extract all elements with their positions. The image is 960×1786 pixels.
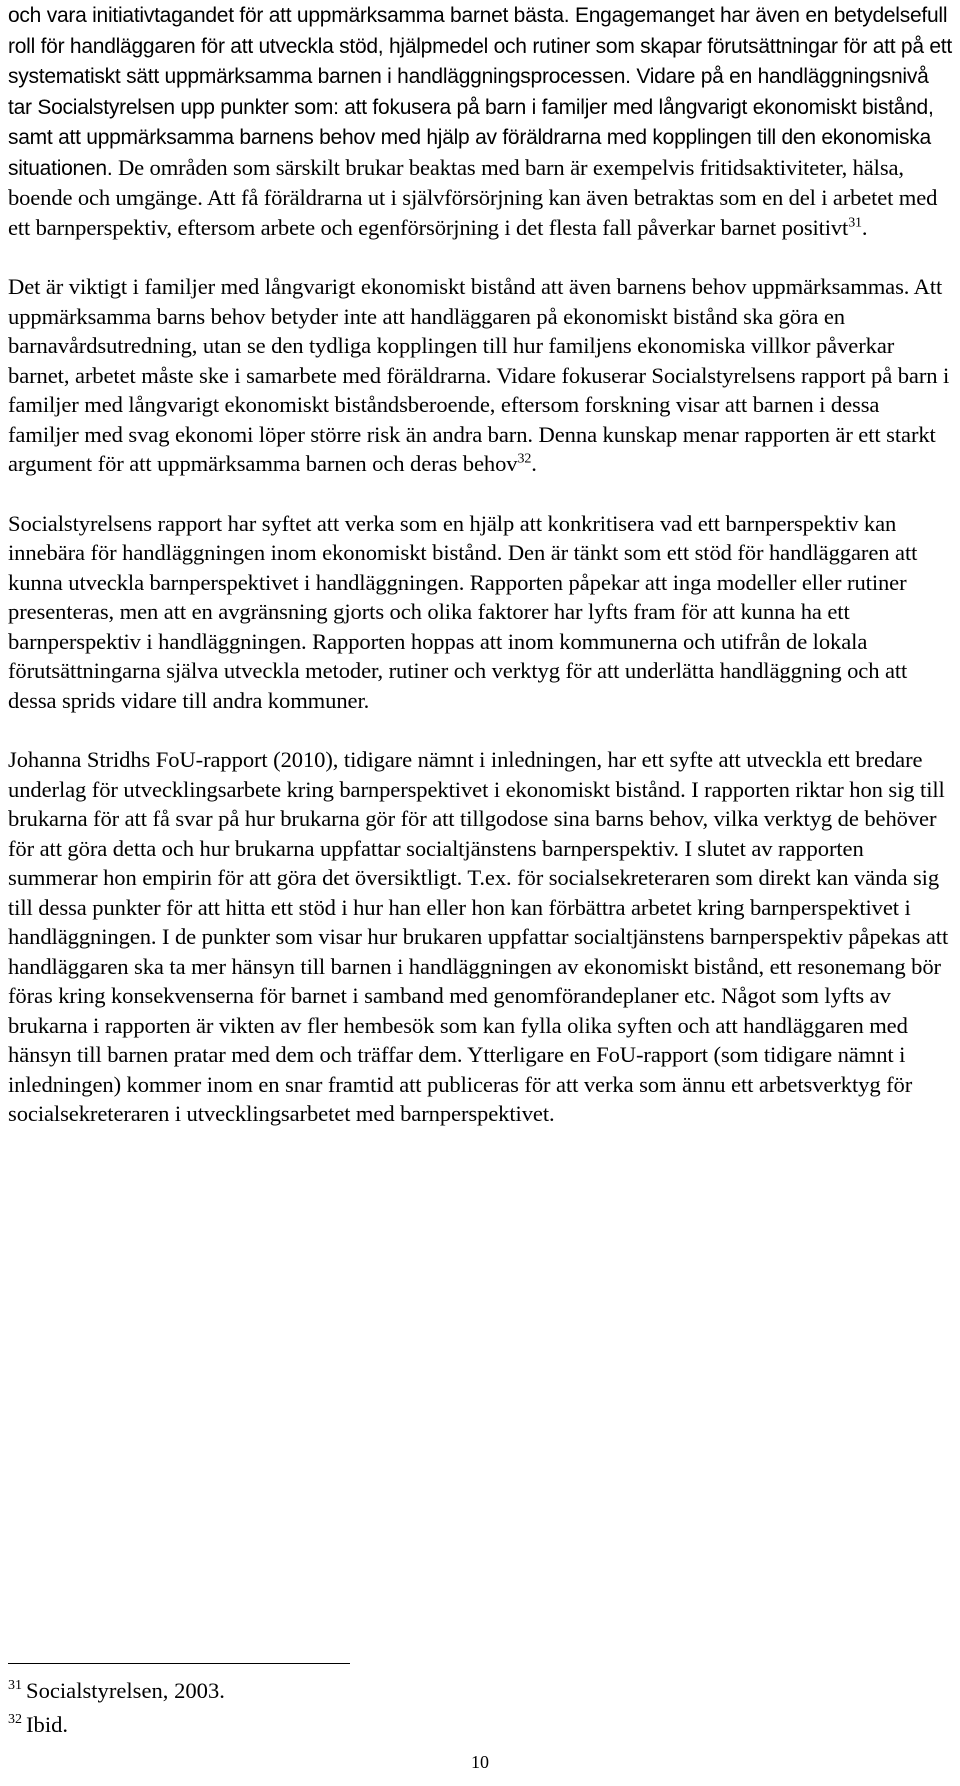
paragraph-1-segment-1: och vara initiativtagandet för att uppmärksamma barnet bästa. Engagemanget har även en betydelsefull roll för handläggaren för att utveckla stöd, hjälpmedel och rutiner som skapar förutsättningar för att på ett systematiskt sätt uppmärksamma barnen i handläggningsprocessen. Vidare på en handläggningsnivå tar Socialstyrelsen upp punkter som: att fokusera på barn i familjer med långvarigt ekonomiskt bistånd, samt att uppmärksamma barnens behov med hjälp av föräldrarna med kopplingen till den ekonomiska situationen. xyxy=(8,4,952,180)
paragraph-4: Johanna Stridhs FoU-rapport (2010), tidigare nämnt i inledningen, har ett syfte att utveckla ett bredare underlag för utvecklingsarbete kring barnperspektivet i ekonomiskt bistånd. I rapporten riktar hon sig till brukarna för att få svar på hur brukarna gör för att tillgodose sina barns behov, vilka verktyg de behöver för att göra detta och hur brukarna uppfattar socialtjänstens barnperspektiv. I slutet av rapporten summerar hon empirin för att göra det översiktligt. T.ex. för socialsekreteraren som direkt kan vända sig till dessa punkter för att hitta ett stöd i hur han eller hon kan förbättra arbetet kring barnperspektivet i handläggningen. I de punkter som visar hur brukaren uppfattar socialtjänstens barnperspektiv påpekas att handläggaren ska ta mer hänsyn till barnen i handläggningen av ekonomiskt bistånd, ett resonemang bör föras kring konsekvenserna för barnet i samband med genomförandeplaner etc. Något som lyfts av brukarna i rapporten är vikten av fler hembesök som kan fylla olika syften och att handläggaren med hänsyn till barnen pratar med dem och träffar dem. Ytterligare en FoU-rapport (som tidigare nämnt i inledningen) kommer inom en snar framtid att publiceras för att verka som ännu ett arbetsverktyg för socialsekreteraren i utvecklingsarbetet med barnperspektivet. xyxy=(8,747,949,1126)
footnote-ref-31[interactable]: 31 xyxy=(848,214,862,230)
footnote-number: 32 xyxy=(8,1712,22,1728)
footnote-31 xyxy=(8,1674,225,1708)
footnote-text: Ibid. xyxy=(26,1712,69,1737)
footnote-text: Socialstyrelsen, 2003. xyxy=(26,1678,225,1703)
footnote-32 xyxy=(8,1708,225,1742)
paragraph-1-segment-2: De områden som särskilt brukar beaktas med barn är exempelvis fritidsaktiviteter, hälsa, boende och umgänge. Att få föräldrarna ut i självförsörjning kan även betraktas som en del i arbetet med ett barnperspektiv, eftersom arbete och egenförsörjning i det flesta fall påverkar barnet positivt xyxy=(8,154,938,240)
page-number: 10 xyxy=(471,1752,489,1772)
footnote-ref-32[interactable]: 32 xyxy=(517,451,532,467)
paragraph-2-end: . xyxy=(531,451,537,476)
footnote-separator xyxy=(8,1663,350,1664)
paragraph-2 xyxy=(8,272,953,479)
footnote-number: 31 xyxy=(8,1678,22,1694)
paragraph-3: Socialstyrelsens rapport har syftet att verka som en hjälp att konkritisera vad ett barnperspektiv kan innebära för handläggningen inom ekonomiskt bistånd. Den är tänkt som ett stöd för handläggaren att kunna utveckla barnperspektivet i handläggningen. Rapporten påpekar att inga modeller eller rutiner presenteras, men att en avgränsning gjorts och olika faktorer har lyfts fram för att kunna ha ett barnperspektiv i handläggningen. Rapporten hoppas att inom kommunerna och utifrån de lokala förutsättningarna själva utveckla metoder, rutiner och verktyg för att underlätta handläggning och att dessa sprids vidare till andra kommuner. xyxy=(8,510,918,713)
footnotes xyxy=(8,1674,225,1742)
paragraph-1-end: . xyxy=(861,214,868,240)
paragraph-2-text: Det är viktigt i familjer med långvarigt ekonomiskt bistånd att även barnens behov uppmärksammas. Att uppmärksamma barns behov betyder inte att handläggaren på ekonomiskt bistånd ska göra en barnavårdsutredning, utan se den tydliga kopplingen till hur familjens ekonomiska villkor påverkar barnet, arbetet måste ske i samarbete med föräldrarna. Vidare fokuserar Socialstyrelsens rapport på barn i familjer med långvarigt ekonomiskt biståndsberoende, eftersom forskning visar att barnen i dessa familjer med svag ekonomi löper större risk än andra barn. Denna kunskap menar rapporten är ett starkt argument för att uppmärksamma barnen och deras behov xyxy=(8,274,950,476)
document-page xyxy=(8,0,953,1129)
paragraph-1 xyxy=(8,0,953,242)
